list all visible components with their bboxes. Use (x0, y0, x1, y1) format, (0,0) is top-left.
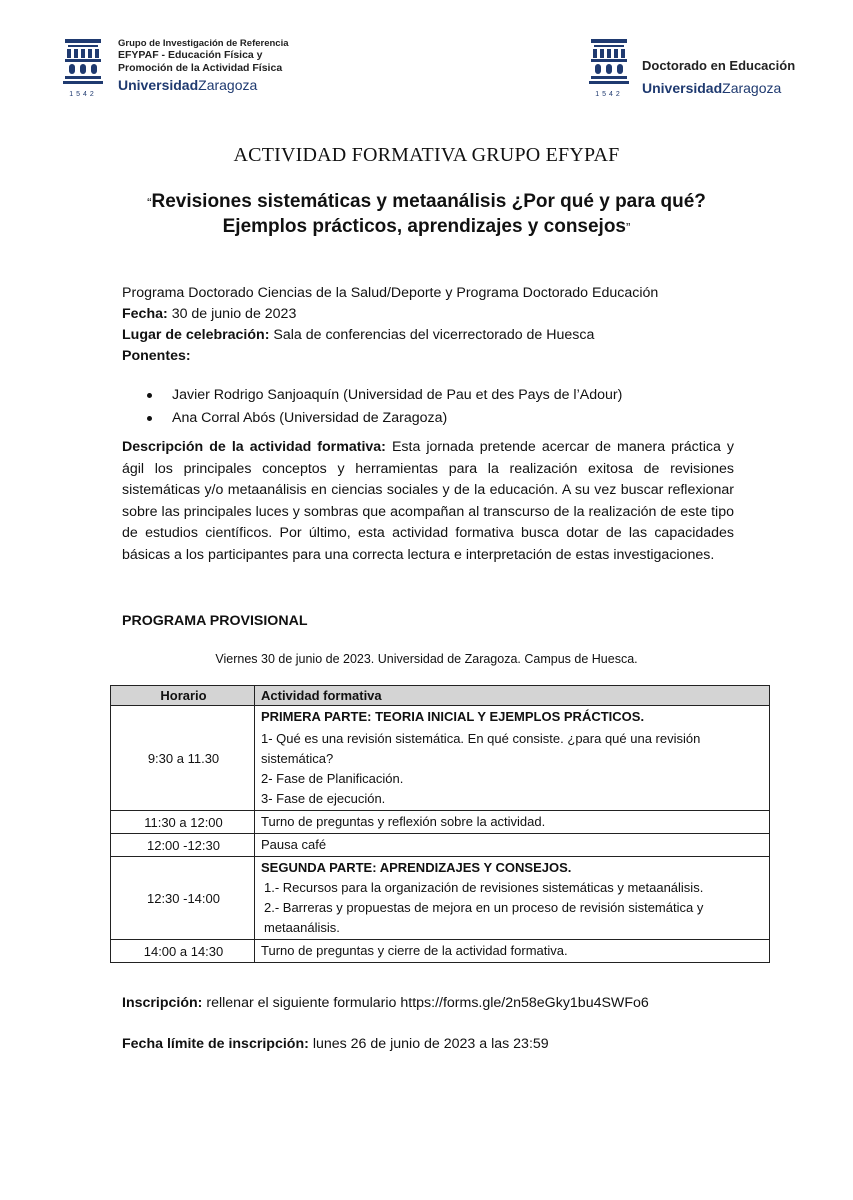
time-cell: 12:00 -12:30 (111, 834, 255, 857)
activity-cell: Turno de preguntas y cierre de la actividad formativa. (255, 940, 770, 963)
inscripcion-line: Inscripción: rellenar el siguiente formulario https://forms.gle/2n58eGky1bu4SWFo6 (122, 995, 649, 1011)
programa-line: Programa Doctorado Ciencias de la Salud/Deporte y Programa Doctorado Educación (122, 285, 659, 301)
fecha-limite-line: Fecha límite de inscripción: lunes 26 de junio de 2023 a las 23:59 (122, 1036, 549, 1052)
university-crest-icon (62, 38, 104, 98)
form-link[interactable]: rellenar el siguiente formulario https://forms.gle/2n58eGky1bu4SWFo6 (206, 995, 649, 1011)
activity-cell: SEGUNDA PARTE: APRENDIZAJES Y CONSEJOS. 1.- Recursos para la organización de revisiones sistemáticas y metaanálisis. 2.- Barreras y propuestas de mejora en un proceso de revisión sistemática y metaanálisis. (255, 857, 770, 940)
crest-year: 1542 (69, 91, 97, 98)
header-actividad: Actividad formativa (255, 686, 770, 706)
programa-subheading: Viernes 30 de junio de 2023. Universidad de Zaragoza. Campus de Huesca. (215, 652, 638, 666)
university-name: UniversidadZaragoza (118, 76, 258, 93)
header-horario: Horario (111, 686, 255, 706)
table-row (111, 834, 770, 857)
university-crest-icon (588, 38, 630, 98)
table-row (111, 811, 770, 834)
list-item: Ana Corral Abós (Universidad de Zaragoza) (147, 407, 622, 430)
fecha-line: Fecha: 30 de junio de 2023 (122, 306, 297, 322)
university-name: UniversidadZaragoza (642, 79, 782, 96)
ponentes-label: Ponentes: (122, 348, 191, 364)
lugar-line: Lugar de celebración: Sala de conferencias del vicerrectorado de Huesca (122, 327, 595, 343)
programa-heading: PROGRAMA PROVISIONAL (122, 613, 308, 629)
descripcion-paragraph: Descripción de la actividad formativa: Esta jornada pretende acercar de manera práctica y ágil los principales conceptos y herramientas para la realización exitosa de revisiones sistemáticas y/o metaanálisis en ciencias sociales y de la educación. A su vez buscar reflexionar sobre las principales luces y sombras que acompañan al transcurso de la realización de este tipo de estudios científicos. Por último, esta actividad formativa busca dotar de las capacidades básicas a los participantes para una correcta lectura e interpretación de estas investigaciones. (122, 439, 734, 563)
table-row (111, 857, 770, 940)
crest-year: 1542 (595, 91, 623, 98)
logo-line-promocion: Promoción de la Actividad Física (118, 61, 283, 74)
doctorado-title: Doctorado en Educación (642, 58, 796, 73)
list-item: Javier Rodrigo Sanjoaquín (Universidad de Pau et des Pays de l’Adour) (147, 384, 622, 407)
activity-cell: PRIMERA PARTE: TEORIA INICIAL Y EJEMPLOS PRÁCTICOS. 1- Qué es una revisión sistemática. En qué consiste. ¿para qué una revisión sistemática? 2- Fase de Planificación. 3- Fase de ejecución. (255, 706, 770, 811)
activity-cell: Pausa café (255, 834, 770, 857)
doctorado-logo (588, 38, 795, 98)
logo-line-efypaf: EFYPAF - Educación Física y (118, 49, 263, 62)
time-cell: 9:30 a 11.30 (111, 706, 255, 811)
schedule-table (110, 685, 770, 963)
ponentes-list (147, 384, 622, 430)
time-cell: 12:30 -14:00 (111, 857, 255, 940)
activity-cell: Turno de preguntas y reflexión sobre la actividad. (255, 811, 770, 834)
efypaf-logo (62, 38, 289, 98)
time-cell: 14:00 a 14:30 (111, 940, 255, 963)
activity-subtitle: “Revisiones sistemáticas y metaanálisis ¿Por qué y para qué? Ejemplos prácticos, aprendizajes y consejos” (147, 191, 706, 237)
table-row (111, 940, 770, 963)
table-header-row (111, 686, 770, 706)
page-title: ACTIVIDAD FORMATIVA GRUPO EFYPAF (233, 144, 620, 166)
table-row (111, 706, 770, 811)
time-cell: 11:30 a 12:00 (111, 811, 255, 834)
logo-line-group: Grupo de Investigación de Referencia (118, 38, 289, 49)
